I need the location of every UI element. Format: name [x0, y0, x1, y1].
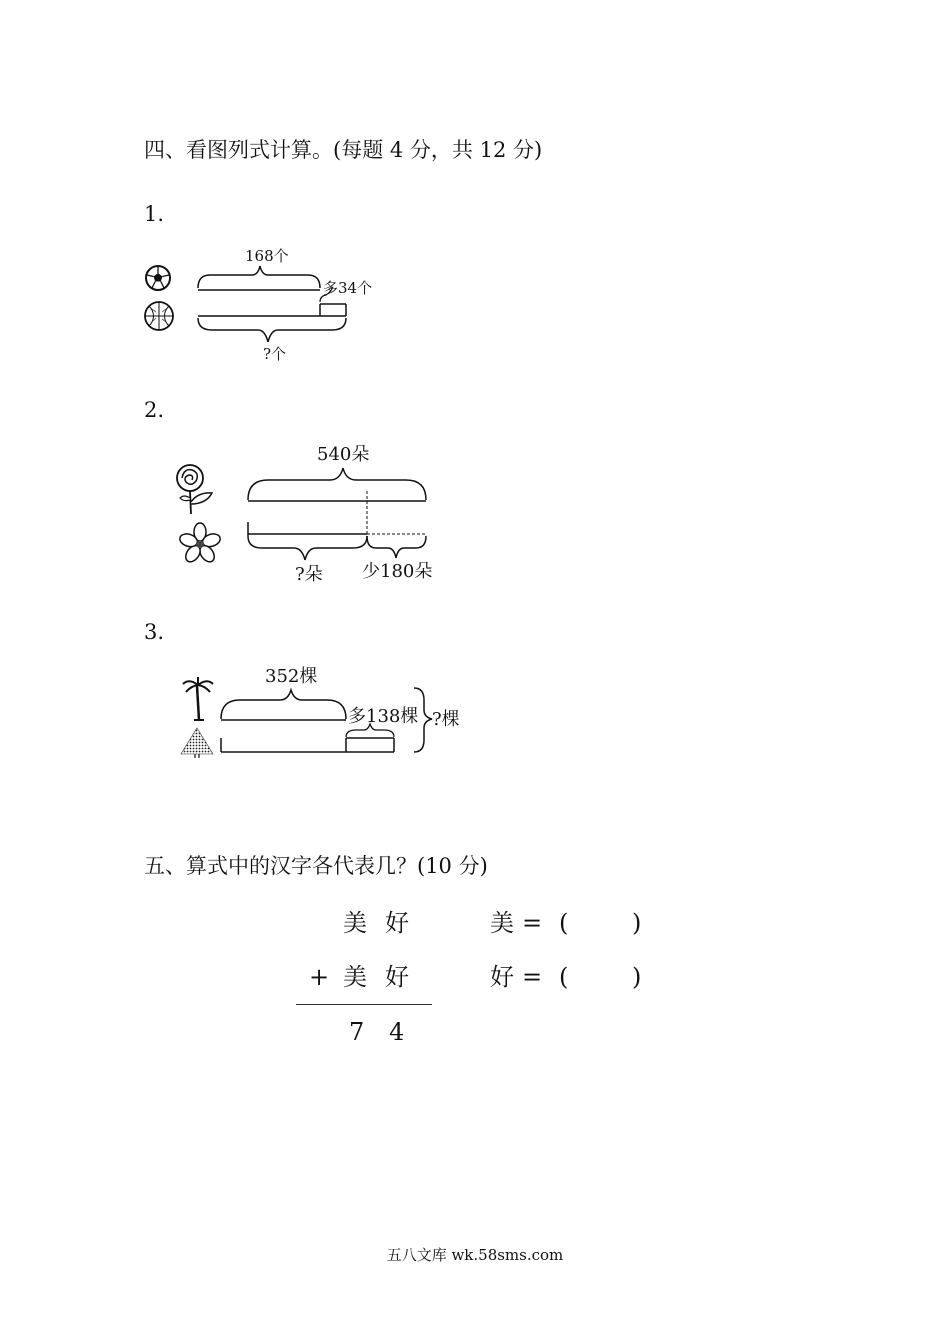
section-5-title: 五、算式中的汉字各代表几？(10 分) — [144, 854, 488, 878]
pine-tree-icon — [177, 726, 217, 760]
sum-digit-tens: 7 — [349, 1018, 365, 1046]
addend-1-digit-ones: 好 — [385, 909, 409, 937]
flower-icon — [178, 522, 222, 566]
answer-char-hao: 好 — [490, 963, 514, 991]
equals-sign: = — [522, 963, 543, 991]
addend-1-digit-tens: 美 — [343, 909, 367, 937]
problem-1-diff-label: 多34个 — [323, 279, 373, 297]
problem-1-number: 1. — [144, 202, 165, 226]
problem-1-bottom-label: ?个 — [263, 345, 287, 363]
problem-2-bottom-left-label: ?朵 — [295, 564, 323, 585]
rose-icon — [170, 460, 220, 516]
answer-char-mei: 美 — [490, 909, 514, 937]
problem-3-top-label: 352棵 — [265, 666, 318, 687]
palm-tree-icon — [181, 676, 215, 722]
basketball-icon — [142, 299, 176, 333]
close-paren: ) — [632, 963, 642, 991]
answer-blank-mei[interactable] — [574, 908, 630, 940]
problem-3-diff-label: 多138棵 — [348, 706, 419, 727]
close-paren: ) — [632, 909, 642, 937]
open-paren: ( — [559, 963, 569, 991]
problem-2-top-label: 540朵 — [317, 444, 370, 465]
addend-2-digit-ones: 好 — [385, 963, 409, 991]
plus-sign: + — [309, 963, 330, 991]
problem-2-number: 2. — [144, 398, 165, 422]
soccer-ball-icon — [143, 263, 173, 293]
footer-watermark: 五八文库 wk.58sms.com — [386, 1246, 564, 1264]
problem-1-top-label: 168个 — [245, 247, 289, 265]
answer-blank-hao[interactable] — [574, 962, 630, 994]
addend-2-digit-tens: 美 — [343, 963, 367, 991]
sum-line — [296, 1004, 432, 1005]
equals-sign: = — [522, 909, 543, 937]
problem-3-number: 3. — [144, 620, 165, 644]
section-4-title: 四、看图列式计算。(每题 4 分，共 12 分) — [144, 138, 543, 162]
sum-digit-ones: 4 — [389, 1018, 405, 1046]
problem-2-diff-label: 少180朵 — [362, 561, 433, 582]
problem-3-total-label: ?棵 — [432, 709, 460, 730]
open-paren: ( — [559, 909, 569, 937]
